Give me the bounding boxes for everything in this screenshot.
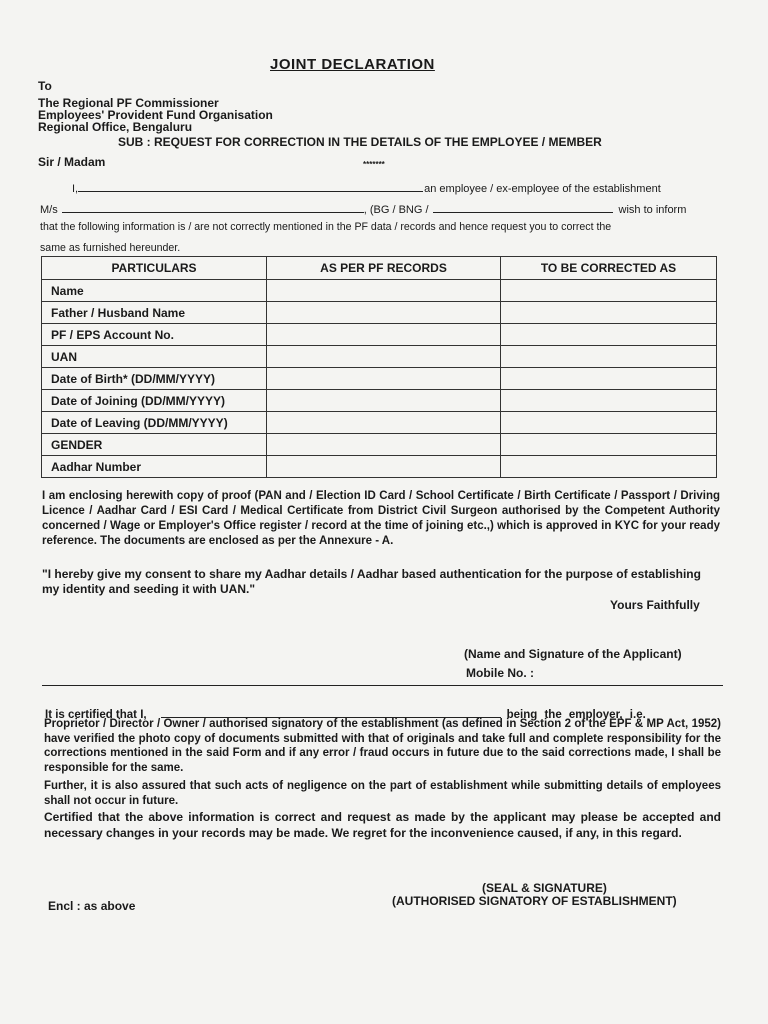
- employer-paragraph-3: Certified that the above information is correct and request as made by the applicant may please be accepted and necessary changes in your records may be made. We regret for the inconvenience caused, if any, in this regard.: [44, 810, 721, 840]
- address-line-1: The Regional PF Commissioner: [38, 96, 219, 110]
- header-pf-records: AS PER PF RECORDS: [267, 257, 501, 280]
- row-label: Father / Husband Name: [42, 302, 267, 324]
- row-label: Date of Birth* (DD/MM/YYYY): [42, 368, 267, 390]
- bg-label: , (BG / BNG /: [363, 204, 429, 216]
- row-label: Aadhar Number: [42, 456, 267, 478]
- establishment-name-field[interactable]: [62, 202, 364, 213]
- row-label: PF / EPS Account No.: [42, 324, 267, 346]
- table-row: [42, 280, 717, 302]
- header-particulars: PARTICULARS: [42, 257, 267, 280]
- row-label: GENDER: [42, 434, 267, 456]
- seal-signature-label: (SEAL & SIGNATURE): [482, 881, 607, 895]
- intro-line-3: that the following information is / are not correctly mentioned in the PF data / records and hence request you to correct the: [40, 221, 612, 233]
- enclosure-note: Encl : as above: [48, 899, 136, 913]
- pf-record-cell[interactable]: [267, 324, 501, 346]
- subject-line: SUB : REQUEST FOR CORRECTION IN THE DETAILS OF THE EMPLOYEE / MEMBER: [118, 135, 602, 149]
- authorised-signatory-label: (AUTHORISED SIGNATORY OF ESTABLISHMENT): [392, 894, 677, 908]
- mobile-label: Mobile No. :: [466, 666, 534, 680]
- corrected-cell[interactable]: [501, 280, 717, 302]
- intro-line-4: same as furnished hereunder.: [40, 242, 181, 254]
- pf-record-cell[interactable]: [267, 412, 501, 434]
- pf-record-cell[interactable]: [267, 434, 501, 456]
- address-to: To: [38, 79, 52, 93]
- row-label: Date of Joining (DD/MM/YYYY): [42, 390, 267, 412]
- table-row: [42, 302, 717, 324]
- table-row: [42, 434, 717, 456]
- row-label: UAN: [42, 346, 267, 368]
- address-line-2: Employees' Provident Fund Organisation: [38, 108, 273, 122]
- table-row: [42, 456, 717, 478]
- corrected-cell[interactable]: [501, 324, 717, 346]
- pf-record-cell[interactable]: [267, 346, 501, 368]
- pf-record-cell[interactable]: [267, 280, 501, 302]
- table-header-row: [42, 257, 717, 280]
- employee-name-field[interactable]: [78, 181, 423, 192]
- table-row: [42, 412, 717, 434]
- corrected-cell[interactable]: [501, 302, 717, 324]
- corrected-cell[interactable]: [501, 412, 717, 434]
- establishment-code-field[interactable]: [433, 202, 613, 213]
- intro-line-1: [72, 181, 661, 195]
- wish-text: wish to inform: [618, 204, 687, 216]
- being-employer-text: being the employer, i.e.: [506, 709, 646, 721]
- table-row: [42, 324, 717, 346]
- enclosing-paragraph: I am enclosing herewith copy of proof (PAN and / Election ID Card / School Certificate / Birth Certificate / Passport / Driving Licence / Aadhar Card / ESI Card / Medical Certificate from District Civil Surgeon authorised by the Competent Authority concerned / Wage or Employer's Office register / record at the time of joining etc.,) which is approved in KYC for your ready reference. The documents are enclosed as per the Annexure - A.: [42, 490, 720, 547]
- separator-stars: *******: [363, 160, 385, 169]
- employee-status-text: an employee / ex-employee of the establishment: [424, 183, 661, 195]
- pf-record-cell[interactable]: [267, 302, 501, 324]
- address-line-3: Regional Office, Bengaluru: [38, 120, 193, 134]
- aadhar-consent: "I hereby give my consent to share my Aadhar details / Aadhar based authentication for the purpose of establishing my identity and seeding it with UAN.": [42, 567, 701, 596]
- table-row: [42, 368, 717, 390]
- corrected-cell[interactable]: [501, 346, 717, 368]
- certified-label: It is certified that I,: [45, 709, 147, 721]
- corrected-cell[interactable]: [501, 456, 717, 478]
- intro-line-2: [40, 202, 686, 216]
- yours-faithfully: Yours Faithfully: [610, 598, 700, 612]
- employer-paragraph-1: Proprietor / Director / Owner / authorised signatory of the establishment (as defined in Section 2 of the EPF & MP Act, 1952) have verified the photo copy of documents submitted with that of originals and take full and complete responsibility for the corrections mentioned in the said Form and if any error / fraud occurs in future due to the said corrections made, I shall be responsible for the same.: [44, 718, 721, 774]
- ms-label: M/s: [40, 204, 58, 216]
- salutation: Sir / Madam: [38, 155, 106, 169]
- corrected-cell[interactable]: [501, 434, 717, 456]
- header-to-be-corrected: TO BE CORRECTED AS: [501, 257, 717, 280]
- correction-table: [41, 256, 717, 478]
- applicant-signature-label: (Name and Signature of the Applicant): [464, 647, 682, 661]
- form-title: JOINT DECLARATION: [270, 56, 435, 73]
- row-label: Date of Leaving (DD/MM/YYYY): [42, 412, 267, 434]
- corrected-cell[interactable]: [501, 390, 717, 412]
- table-row: [42, 346, 717, 368]
- row-label: Name: [42, 280, 267, 302]
- section-divider: [42, 685, 723, 686]
- i-label: I,: [72, 183, 79, 195]
- pf-record-cell[interactable]: [267, 390, 501, 412]
- corrected-cell[interactable]: [501, 368, 717, 390]
- employer-paragraph-2: Further, it is also assured that such acts of negligence on the part of establishment while submitting details of employees shall not occur in future.: [44, 780, 721, 807]
- pf-record-cell[interactable]: [267, 456, 501, 478]
- pf-record-cell[interactable]: [267, 368, 501, 390]
- table-row: [42, 390, 717, 412]
